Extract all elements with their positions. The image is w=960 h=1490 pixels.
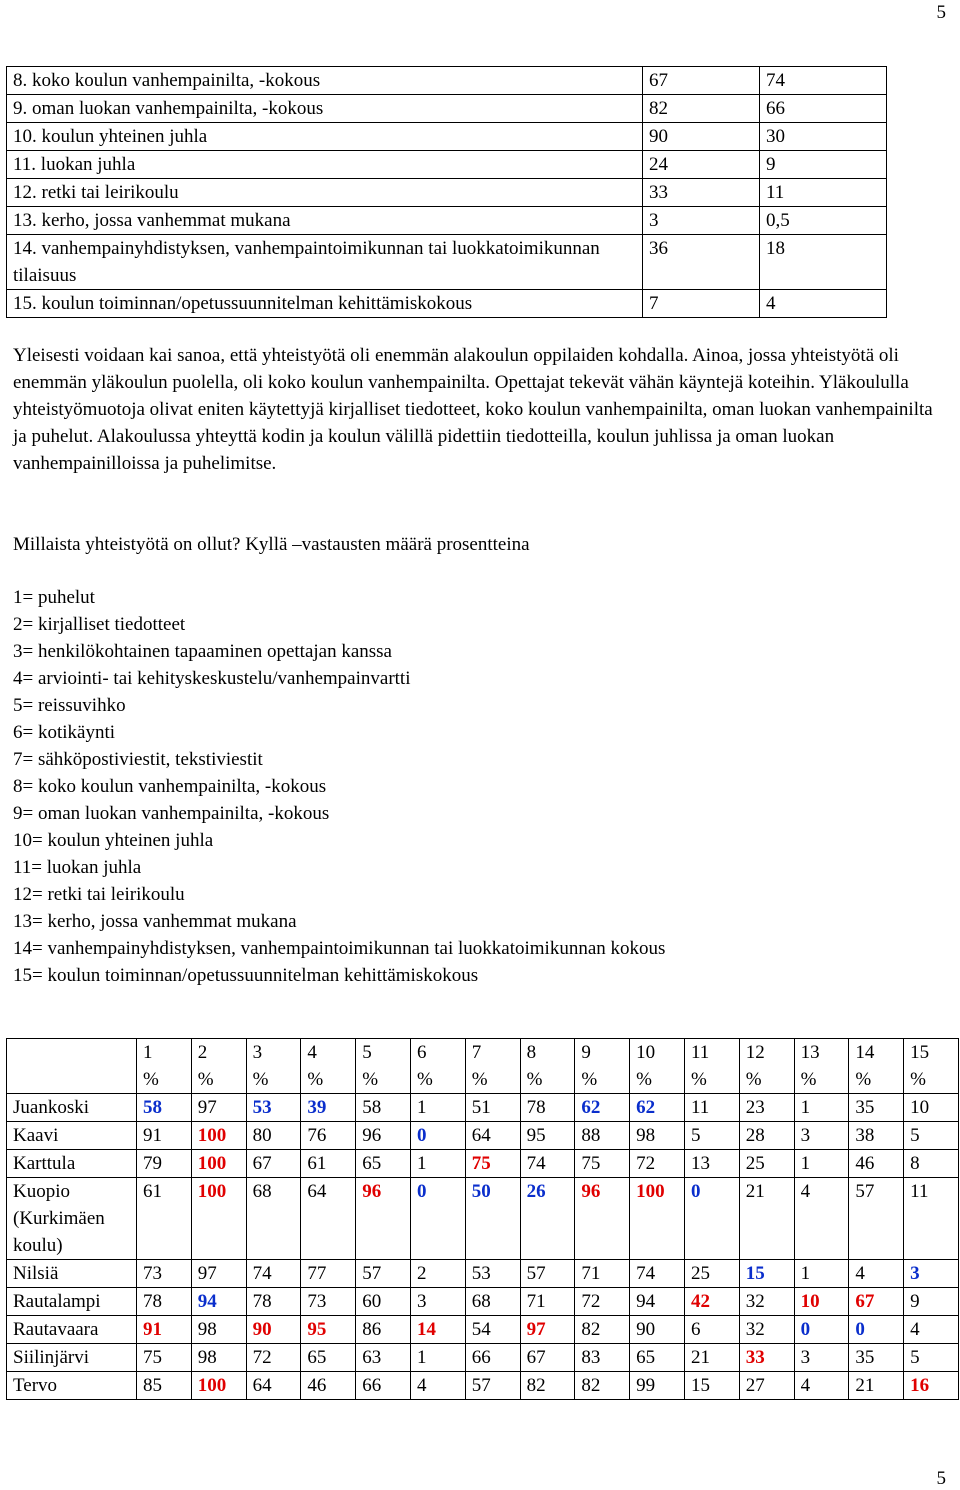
percent-cell: 64 — [465, 1122, 520, 1150]
percent-cell: 95 — [301, 1316, 356, 1344]
column-header: 8 % — [520, 1039, 575, 1094]
top-table-row — [7, 179, 887, 207]
percent-cell: 38 — [849, 1122, 904, 1150]
percent-cell: 57 — [465, 1372, 520, 1400]
percent-cell: 28 — [739, 1122, 794, 1150]
percent-cell: 3 — [794, 1122, 849, 1150]
percent-cell: 0 — [410, 1122, 465, 1150]
municipality-name: Tervo — [7, 1372, 137, 1400]
question-heading: Millaista yhteistyötä on ollut? Kyllä –vastausten määrä prosentteina — [13, 534, 530, 555]
percent-cell: 76 — [301, 1122, 356, 1150]
table-row — [7, 1122, 959, 1150]
column-header: 14 % — [849, 1039, 904, 1094]
percent-cell: 61 — [301, 1150, 356, 1178]
percent-cell: 4 — [794, 1372, 849, 1400]
percent-cell: 21 — [739, 1178, 794, 1260]
percent-cell: 5 — [904, 1122, 959, 1150]
percent-cell: 0 — [794, 1316, 849, 1344]
row-label: 13. kerho, jossa vanhemmat mukana — [7, 207, 643, 235]
table-row — [7, 1178, 959, 1260]
legend-item: 12= retki tai leirikoulu — [13, 884, 185, 905]
column-header: 2 % — [191, 1039, 246, 1094]
value-col-a: 36 — [643, 235, 760, 290]
municipality-results-table — [6, 1038, 959, 1400]
row-label: 8. koko koulun vanhempainilta, -kokous — [7, 67, 643, 95]
percent-cell: 66 — [356, 1372, 411, 1400]
percent-cell: 78 — [246, 1288, 301, 1316]
legend-item: 14= vanhempainyhdistyksen, vanhempaintoimikunnan tai luokkatoimikunnan kokous — [13, 938, 666, 959]
percent-cell: 4 — [849, 1260, 904, 1288]
column-header: 12 % — [739, 1039, 794, 1094]
percent-cell: 1 — [410, 1344, 465, 1372]
column-header: 4 % — [301, 1039, 356, 1094]
percent-cell: 53 — [246, 1094, 301, 1122]
percent-cell: 64 — [246, 1372, 301, 1400]
percent-cell: 95 — [520, 1122, 575, 1150]
percent-cell: 90 — [246, 1316, 301, 1344]
percent-cell: 82 — [575, 1316, 630, 1344]
value-col-b: 9 — [760, 151, 887, 179]
percent-cell: 46 — [301, 1372, 356, 1400]
percent-cell: 5 — [684, 1122, 739, 1150]
municipality-name: Juankoski — [7, 1094, 137, 1122]
municipality-name: Siilinjärvi — [7, 1344, 137, 1372]
percent-cell: 82 — [520, 1372, 575, 1400]
percent-cell: 4 — [794, 1178, 849, 1260]
percent-cell: 67 — [849, 1288, 904, 1316]
percent-cell: 15 — [739, 1260, 794, 1288]
top-table-row — [7, 67, 887, 95]
top-table-row — [7, 151, 887, 179]
percent-cell: 74 — [630, 1260, 685, 1288]
percent-cell: 58 — [356, 1094, 411, 1122]
percent-cell: 72 — [575, 1288, 630, 1316]
percent-cell: 65 — [301, 1344, 356, 1372]
percent-cell: 51 — [465, 1094, 520, 1122]
table-row — [7, 1288, 959, 1316]
percent-cell: 91 — [137, 1316, 192, 1344]
percent-cell: 5 — [904, 1344, 959, 1372]
top-table-row — [7, 290, 887, 318]
row-label: 12. retki tai leirikoulu — [7, 179, 643, 207]
percent-cell: 100 — [191, 1122, 246, 1150]
percent-cell: 1 — [794, 1260, 849, 1288]
percent-cell: 98 — [191, 1316, 246, 1344]
row-label: 15. koulun toiminnan/opetussuunnitelman kehittämiskokous — [7, 290, 643, 318]
percent-cell: 88 — [575, 1122, 630, 1150]
municipality-name: Karttula — [7, 1150, 137, 1178]
percent-cell: 91 — [137, 1122, 192, 1150]
percent-cell: 75 — [575, 1150, 630, 1178]
percent-cell: 11 — [684, 1094, 739, 1122]
percent-cell: 53 — [465, 1260, 520, 1288]
percent-cell: 8 — [904, 1150, 959, 1178]
percent-cell: 66 — [465, 1344, 520, 1372]
column-header: 10 % — [630, 1039, 685, 1094]
percent-cell: 71 — [520, 1288, 575, 1316]
percent-cell: 72 — [246, 1344, 301, 1372]
percent-cell: 67 — [246, 1150, 301, 1178]
percent-cell: 9 — [904, 1288, 959, 1316]
percent-cell: 63 — [356, 1344, 411, 1372]
value-col-b: 18 — [760, 235, 887, 290]
row-label: 11. luokan juhla — [7, 151, 643, 179]
percent-cell: 96 — [356, 1178, 411, 1260]
percent-cell: 96 — [575, 1178, 630, 1260]
legend-item: 4= arviointi- tai kehityskeskustelu/vanhempainvartti — [13, 668, 411, 689]
percent-cell: 35 — [849, 1094, 904, 1122]
percent-cell: 15 — [684, 1372, 739, 1400]
table-row — [7, 1094, 959, 1122]
percent-cell: 0 — [849, 1316, 904, 1344]
header-corner — [7, 1039, 137, 1094]
percent-cell: 67 — [520, 1344, 575, 1372]
legend-item: 9= oman luokan vanhempainilta, -kokous — [13, 803, 330, 824]
percent-cell: 83 — [575, 1344, 630, 1372]
header-row — [7, 1039, 959, 1094]
percent-cell: 23 — [739, 1094, 794, 1122]
percent-cell: 100 — [630, 1178, 685, 1260]
value-col-a: 90 — [643, 123, 760, 151]
page-number-bottom: 5 — [936, 1468, 946, 1489]
percent-cell: 74 — [246, 1260, 301, 1288]
legend-list — [13, 584, 943, 989]
percent-cell: 33 — [739, 1344, 794, 1372]
value-col-b: 4 — [760, 290, 887, 318]
percent-cell: 100 — [191, 1178, 246, 1260]
percent-cell: 26 — [520, 1178, 575, 1260]
percent-cell: 79 — [137, 1150, 192, 1178]
percent-cell: 90 — [630, 1316, 685, 1344]
percent-cell: 32 — [739, 1288, 794, 1316]
percent-cell: 16 — [904, 1372, 959, 1400]
value-col-a: 67 — [643, 67, 760, 95]
table-row — [7, 1260, 959, 1288]
percent-cell: 68 — [465, 1288, 520, 1316]
percent-cell: 71 — [575, 1260, 630, 1288]
legend-item: 8= koko koulun vanhempainilta, -kokous — [13, 776, 327, 797]
column-header: 5 % — [356, 1039, 411, 1094]
percent-cell: 3 — [904, 1260, 959, 1288]
percent-cell: 1 — [794, 1094, 849, 1122]
top-table-row — [7, 235, 887, 290]
value-col-a: 82 — [643, 95, 760, 123]
percent-cell: 82 — [575, 1372, 630, 1400]
percent-cell: 65 — [630, 1344, 685, 1372]
percent-cell: 78 — [520, 1094, 575, 1122]
percent-cell: 73 — [137, 1260, 192, 1288]
column-header: 15 % — [904, 1039, 959, 1094]
legend-item: 15= koulun toiminnan/opetussuunnitelman kehittämiskokous — [13, 965, 479, 986]
percent-cell: 4 — [410, 1372, 465, 1400]
value-col-b: 0,5 — [760, 207, 887, 235]
municipality-table-header — [7, 1039, 959, 1094]
legend-item: 1= puhelut — [13, 587, 95, 608]
page-number-top: 5 — [936, 2, 946, 23]
value-col-b: 11 — [760, 179, 887, 207]
percent-cell: 27 — [739, 1372, 794, 1400]
municipality-table-body — [7, 1094, 959, 1400]
municipality-name: Rautavaara — [7, 1316, 137, 1344]
percent-cell: 61 — [137, 1178, 192, 1260]
percent-cell: 64 — [301, 1178, 356, 1260]
percent-cell: 99 — [630, 1372, 685, 1400]
legend-item: 7= sähköpostiviestit, tekstiviestit — [13, 749, 263, 770]
value-col-b: 66 — [760, 95, 887, 123]
percent-cell: 3 — [794, 1344, 849, 1372]
percent-cell: 65 — [356, 1150, 411, 1178]
percent-cell: 6 — [684, 1316, 739, 1344]
percent-cell: 4 — [904, 1316, 959, 1344]
percent-cell: 98 — [191, 1344, 246, 1372]
percent-cell: 60 — [356, 1288, 411, 1316]
column-header: 1 % — [137, 1039, 192, 1094]
percent-cell: 13 — [684, 1150, 739, 1178]
value-col-b: 30 — [760, 123, 887, 151]
legend-item: 5= reissuvihko — [13, 695, 126, 716]
percent-cell: 100 — [191, 1150, 246, 1178]
legend-item: 10= koulun yhteinen juhla — [13, 830, 214, 851]
table-row — [7, 1372, 959, 1400]
percent-cell: 94 — [191, 1288, 246, 1316]
percent-cell: 96 — [356, 1122, 411, 1150]
legend-item: 2= kirjalliset tiedotteet — [13, 614, 186, 635]
percent-cell: 94 — [630, 1288, 685, 1316]
percent-cell: 62 — [630, 1094, 685, 1122]
percent-cell: 74 — [520, 1150, 575, 1178]
percent-cell: 42 — [684, 1288, 739, 1316]
percent-cell: 85 — [137, 1372, 192, 1400]
top-table-row — [7, 123, 887, 151]
percent-cell: 78 — [137, 1288, 192, 1316]
value-col-a: 33 — [643, 179, 760, 207]
value-col-a: 3 — [643, 207, 760, 235]
percent-cell: 21 — [684, 1344, 739, 1372]
row-label: 14. vanhempainyhdistyksen, vanhempaintoimikunnan tai luokkatoimikunnan tilaisuus — [7, 235, 643, 290]
municipality-name: Rautalampi — [7, 1288, 137, 1316]
municipality-name: Kuopio (Kurkimäen koulu) — [7, 1178, 137, 1260]
table-row — [7, 1150, 959, 1178]
percent-cell: 57 — [520, 1260, 575, 1288]
percent-cell: 2 — [410, 1260, 465, 1288]
percent-cell: 25 — [684, 1260, 739, 1288]
percent-cell: 10 — [904, 1094, 959, 1122]
value-col-b: 74 — [760, 67, 887, 95]
top-table-row — [7, 207, 887, 235]
percent-cell: 77 — [301, 1260, 356, 1288]
row-label: 10. koulun yhteinen juhla — [7, 123, 643, 151]
legend-item: 13= kerho, jossa vanhemmat mukana — [13, 911, 297, 932]
percent-cell: 97 — [191, 1260, 246, 1288]
percent-cell: 0 — [684, 1178, 739, 1260]
municipality-name: Nilsiä — [7, 1260, 137, 1288]
percent-cell: 0 — [410, 1178, 465, 1260]
summary-paragraph: Yleisesti voidaan kai sanoa, että yhteistyötä oli enemmän alakoulun oppilaiden kohdalla. Ainoa, jossa yhteistyötä oli enemmän yläkoulun puolella, oli koko koulun vanhempainilta. Opettajat tekevät vähän käyntejä koteihin. Yläkoululla yhteistyömuotoja olivat eniten käytettyjä kirjalliset tiedotteet, koko koulun vanhempainilta, oman luokan vanhempainilta ja puhelut. Alakoulussa yhteyttä kodin ja koulun välillä pidettiin tiedotteilla, koulun juhlissa ja oman luokan vanhempainilloissa ja puhelimitse. — [13, 345, 933, 474]
percent-cell: 54 — [465, 1316, 520, 1344]
percent-cell: 97 — [520, 1316, 575, 1344]
percent-cell: 72 — [630, 1150, 685, 1178]
percent-cell: 1 — [410, 1094, 465, 1122]
percent-cell: 57 — [849, 1178, 904, 1260]
column-header: 3 % — [246, 1039, 301, 1094]
column-header: 6 % — [410, 1039, 465, 1094]
percent-cell: 39 — [301, 1094, 356, 1122]
legend-item: 6= kotikäynti — [13, 722, 116, 743]
table-row — [7, 1316, 959, 1344]
percent-cell: 98 — [630, 1122, 685, 1150]
row-label: 9. oman luokan vanhempainilta, -kokous — [7, 95, 643, 123]
percent-cell: 46 — [849, 1150, 904, 1178]
top-results-table — [6, 66, 887, 318]
table-row — [7, 1344, 959, 1372]
column-header: 11 % — [684, 1039, 739, 1094]
percent-cell: 68 — [246, 1178, 301, 1260]
column-header: 7 % — [465, 1039, 520, 1094]
column-header: 9 % — [575, 1039, 630, 1094]
percent-cell: 80 — [246, 1122, 301, 1150]
percent-cell: 35 — [849, 1344, 904, 1372]
percent-cell: 1 — [794, 1150, 849, 1178]
top-table-row — [7, 95, 887, 123]
percent-cell: 73 — [301, 1288, 356, 1316]
percent-cell: 25 — [739, 1150, 794, 1178]
percent-cell: 14 — [410, 1316, 465, 1344]
percent-cell: 57 — [356, 1260, 411, 1288]
percent-cell: 11 — [904, 1178, 959, 1260]
value-col-a: 24 — [643, 151, 760, 179]
percent-cell: 75 — [465, 1150, 520, 1178]
percent-cell: 97 — [191, 1094, 246, 1122]
percent-cell: 86 — [356, 1316, 411, 1344]
percent-cell: 50 — [465, 1178, 520, 1260]
percent-cell: 75 — [137, 1344, 192, 1372]
legend-item: 3= henkilökohtainen tapaaminen opettajan kanssa — [13, 641, 392, 662]
percent-cell: 62 — [575, 1094, 630, 1122]
percent-cell: 32 — [739, 1316, 794, 1344]
municipality-name: Kaavi — [7, 1122, 137, 1150]
legend-item: 11= luokan juhla — [13, 857, 142, 878]
percent-cell: 3 — [410, 1288, 465, 1316]
top-results-table-body — [7, 67, 887, 318]
percent-cell: 10 — [794, 1288, 849, 1316]
percent-cell: 100 — [191, 1372, 246, 1400]
percent-cell: 21 — [849, 1372, 904, 1400]
value-col-a: 7 — [643, 290, 760, 318]
percent-cell: 58 — [137, 1094, 192, 1122]
column-header: 13 % — [794, 1039, 849, 1094]
percent-cell: 1 — [410, 1150, 465, 1178]
